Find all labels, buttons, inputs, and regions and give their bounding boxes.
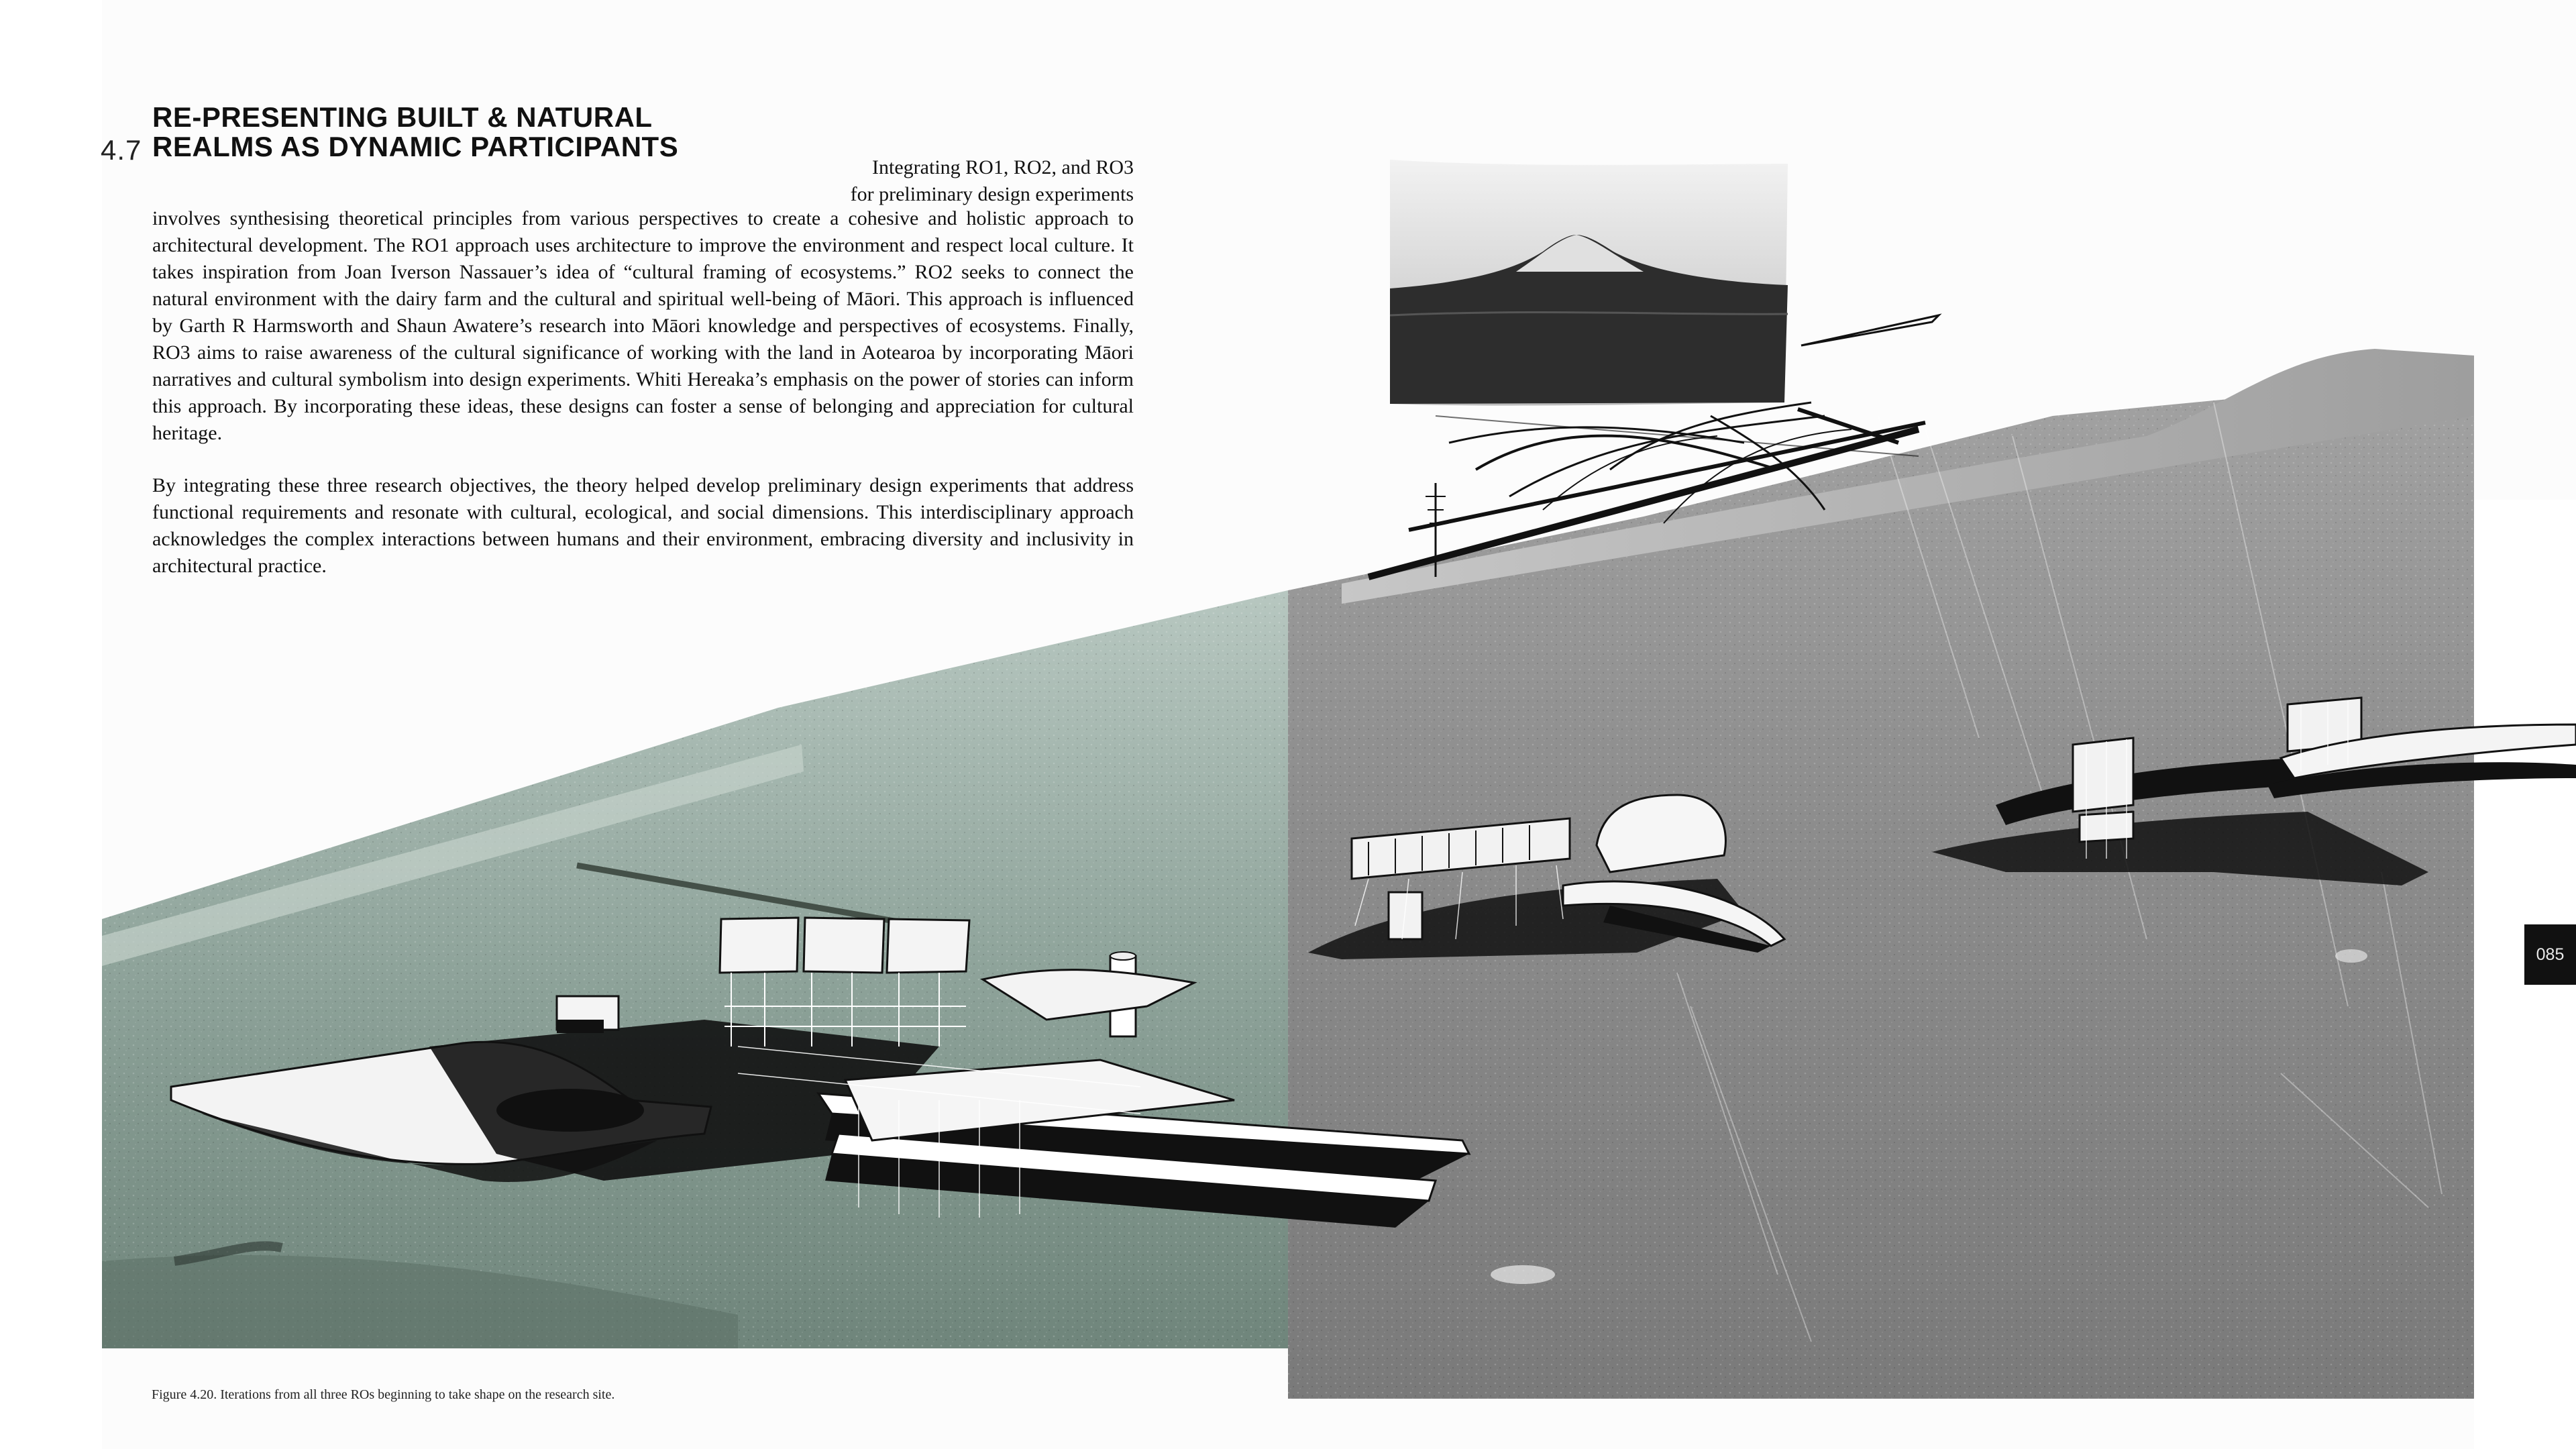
page-number: 085 (2536, 945, 2565, 964)
body-paragraph-1: involves synthesising theoretical principles from various perspectives to create a cohesive and holistic approach to architectural development. The RO1 approach uses architecture to improve the environment and respect local culture. It takes inspiration from Joan Iverson Nassauer’s idea of “cultural framing of ecosystems.” RO2 seeks to connect the natural environment with the dairy farm and the cultural and spiritual well-being of Māori. This approach is influenced by Garth R Harmsworth and Shaun Awatere’s research into Māori knowledge and perspectives of ecosystems. Finally, RO3 aims to raise awareness of the cultural significance of working with the land in Aotearoa by incorporating Māori narratives and cultural symbolism into design experiments. Whiti Hereaka’s emphasis on the power of stories can inform this approach. By incorporating these ideas, these designs can foster a sense of belonging and appreciation for cultural heritage. (152, 207, 1134, 444)
figure-caption: Figure 4.20. Iterations from all three ROs beginning to take shape on the research site. (152, 1387, 615, 1402)
section-number: 4.7 (101, 134, 142, 166)
section-title (152, 103, 729, 162)
page-number-tab (2524, 924, 2576, 985)
body-text (152, 205, 1134, 580)
section-title-line-2: REALMS AS DYNAMIC PARTICIPANTS (152, 131, 679, 162)
mountain-photo-insert (1390, 160, 1788, 406)
section-title-line-1: RE-PRESENTING BUILT & NATURAL (152, 101, 653, 133)
subheading-line-1: Integrating RO1, RO2, and RO3 (872, 156, 1134, 178)
subheading (778, 154, 1134, 208)
body-paragraph-2: By integrating these three research objectives, the theory helped develop preliminary design experiments that address functional requirements and resonate with cultural, ecological, and social dimensions. This interdisciplinary approach acknowledges the complex interactions between humans and their environment, embracing diversity and inclusivity in architectural practice. (152, 474, 1134, 577)
subheading-line-2: for preliminary design experiments (850, 183, 1134, 205)
